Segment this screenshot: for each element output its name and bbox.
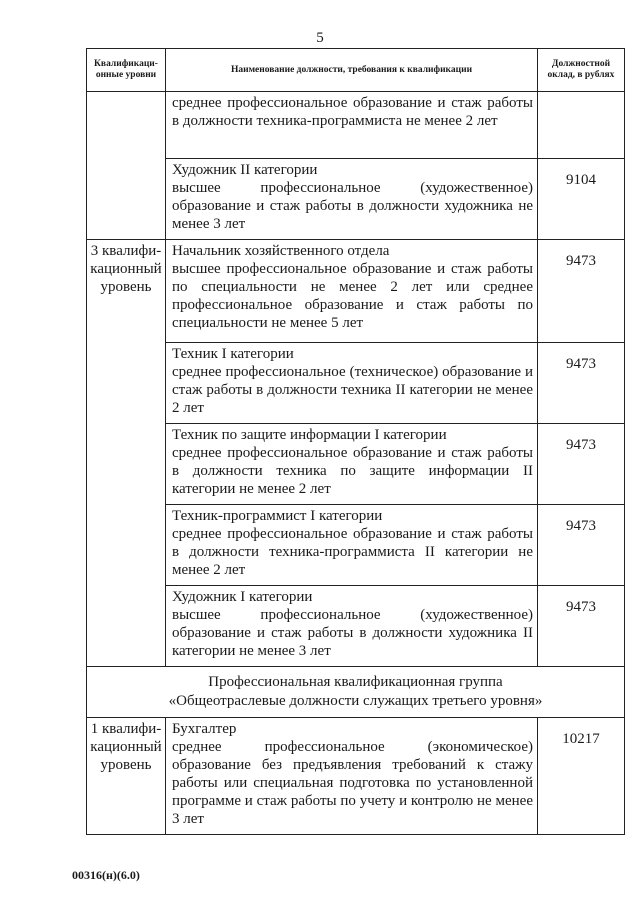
table-row bbox=[87, 159, 625, 240]
page-number: 5 bbox=[316, 30, 324, 46]
salary-cell: 9473 bbox=[538, 343, 625, 424]
document-code: 00316(н)(6.0) bbox=[72, 868, 140, 882]
table-row bbox=[87, 505, 625, 586]
requirements-text: высшее профессиональное (художественное) образование и стаж работы в должности художника не менее 3 лет bbox=[172, 180, 533, 232]
salary-cell: 9473 bbox=[538, 240, 625, 343]
group-heading bbox=[87, 667, 625, 718]
table-header-row bbox=[87, 49, 625, 92]
position-cell bbox=[166, 586, 538, 667]
header-salary: Должностной оклад, в рублях bbox=[538, 49, 625, 92]
position-title: Начальник хозяйственного отдела bbox=[172, 243, 390, 259]
salary-cell bbox=[538, 92, 625, 159]
table-row bbox=[87, 718, 625, 835]
requirements-text: высшее профессиональное образование и стаж работы по специальности не менее 2 лет или среднее профессиональное образование и стаж работы по специальности не менее 5 лет bbox=[172, 261, 533, 331]
requirements-text: высшее профессиональное (художественное) образование и стаж работы в должности художника II категории не менее 3 лет bbox=[172, 607, 533, 659]
table-row bbox=[87, 424, 625, 505]
requirements-text: среднее профессиональное образование и стаж работы в должности техника по защите информации II категории не менее 2 лет bbox=[172, 445, 533, 497]
position-cell bbox=[166, 92, 538, 159]
requirements-text: среднее профессиональное образование и стаж работы в должности техника-программиста не менее 2 лет bbox=[172, 95, 533, 129]
salary-cell: 9473 bbox=[538, 505, 625, 586]
position-title: Художник I категории bbox=[172, 589, 313, 605]
requirements-text: среднее профессиональное (техническое) образование и стаж работы в должности техника II категории не менее 2 лет bbox=[172, 364, 533, 416]
table-row bbox=[87, 343, 625, 424]
salary-cell: 9104 bbox=[538, 159, 625, 240]
position-cell bbox=[166, 718, 538, 835]
requirements-text: среднее профессиональное (экономическое) образование без предъявления требований к стажу работы или специальная подготовка по установленной программе и стаж работы по учету и контролю не менее 3 лет bbox=[172, 739, 533, 827]
position-title: Техник I категории bbox=[172, 346, 294, 362]
table-row bbox=[87, 92, 625, 159]
level-cell bbox=[87, 92, 166, 240]
salary-cell: 9473 bbox=[538, 424, 625, 505]
table-row bbox=[87, 586, 625, 667]
position-cell bbox=[166, 505, 538, 586]
group-heading-row bbox=[87, 667, 625, 718]
salary-table bbox=[86, 48, 625, 835]
salary-cell: 10217 bbox=[538, 718, 625, 835]
position-cell bbox=[166, 159, 538, 240]
position-cell bbox=[166, 343, 538, 424]
header-level: Квалификаци-онные уровни bbox=[87, 49, 166, 92]
level-cell: 1 квалифи-кационный уровень bbox=[87, 718, 166, 835]
requirements-text: среднее профессиональное образование и стаж работы в должности техника-программиста II категории не менее 2 лет bbox=[172, 526, 533, 578]
position-title: Художник II категории bbox=[172, 162, 318, 178]
group-heading-line2: «Общеотраслевые должности служащих третьего уровня» bbox=[168, 693, 543, 709]
group-heading-line1: Профессиональная квалификационная группа bbox=[208, 674, 503, 690]
header-position: Наименование должности, требования к квалификации bbox=[166, 49, 538, 92]
position-cell bbox=[166, 424, 538, 505]
position-title: Бухгалтер bbox=[172, 721, 237, 737]
position-title: Техник по защите информации I категории bbox=[172, 427, 447, 443]
position-title: Техник-программист I категории bbox=[172, 508, 383, 524]
level-cell: 3 квалифи-кационный уровень bbox=[87, 240, 166, 667]
table-row bbox=[87, 240, 625, 343]
salary-cell: 9473 bbox=[538, 586, 625, 667]
position-cell bbox=[166, 240, 538, 343]
